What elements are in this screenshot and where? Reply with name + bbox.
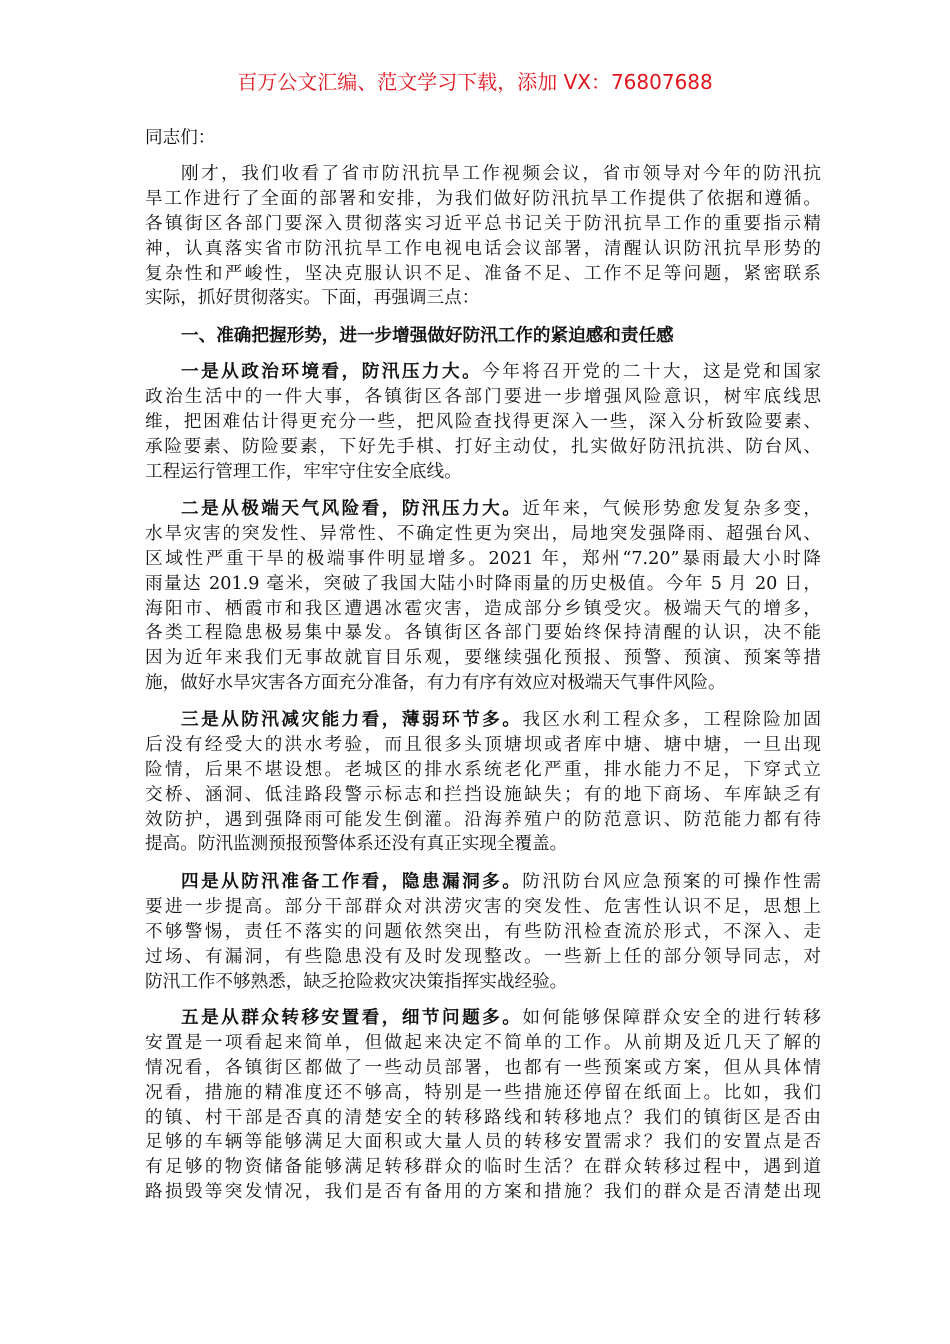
point-text: 施，做好水旱灾害各方面充分准备，有力有序有效应对极端天气事件风险。 <box>145 673 726 694</box>
text-line <box>145 410 821 435</box>
point-lead: 三是从防汛减灾能力看，薄弱环节多。 <box>181 709 523 730</box>
point-text: 的镇、村干部是否真的清楚安全的转移路线和转移地点？我们的镇街区是否由 <box>145 1107 821 1128</box>
point-text: 路损毁等突发情况，我们是否有备用的方案和措施？我们的群众是否清楚出现 <box>145 1182 821 1203</box>
text-line <box>145 1106 821 1131</box>
point-text: 有足够的物资储备能够满足转移群众的临时生活？在群众转移过程中，遇到道 <box>145 1157 821 1178</box>
point-text: 工程运行管理工作，牢牢守住安全底线。 <box>145 461 462 482</box>
text-line <box>145 1031 821 1056</box>
text-line <box>145 1006 821 1031</box>
point-paragraph-1 <box>145 360 821 484</box>
text-line <box>145 1155 821 1180</box>
section-heading <box>145 324 821 349</box>
point-text: 况看，措施的精准度还不够高，特别是一些措施还停留在纸面上。比如，我们 <box>145 1082 821 1103</box>
point-text: 提高。防汛监测预报预警体系还没有真正实现全覆盖。 <box>145 834 568 855</box>
text-line <box>145 808 821 833</box>
text-line <box>145 385 821 410</box>
heading-text <box>145 324 821 349</box>
point-text: 足够的车辆等能够满足大面积或大量人员的转移安置需求？我们的安置点是否 <box>145 1132 821 1153</box>
point-text: 防汛工作不够熟悉，缺乏抢险救灾决策指挥实战经验。 <box>145 971 568 992</box>
point-text: 如何能够保障群众安全的进行转移 <box>522 1008 821 1028</box>
text-line <box>145 646 821 671</box>
point-text: 情况看，各镇街区都做了一些动员部署，也都有一些预案或方案，但从具体情 <box>145 1057 821 1078</box>
point-lead: 二是从极端天气风险看，防汛压力大。 <box>181 498 523 519</box>
text-line <box>145 783 821 808</box>
heading-1: 一、准确把握形势，进一步增强做好防汛工作的紧迫感和责任感 <box>181 325 674 346</box>
point-paragraph-5 <box>145 1006 821 1205</box>
text-line: 各镇街区各部门要深入贯彻落实习近平总书记关于防汛抗旱工作的重要指示精 <box>145 213 821 234</box>
point-paragraph-2 <box>145 497 821 696</box>
text-line <box>145 1130 821 1155</box>
point-text: 水旱灾害的突发性、异常性、不确定性更为突出，局地突发强降雨、超强台风、 <box>145 523 821 544</box>
text-line <box>145 522 821 547</box>
text-line <box>145 460 821 485</box>
text-line <box>145 435 821 460</box>
point-text: 今年将召开党的二十大，这是党和国家 <box>482 362 821 382</box>
point-text: 海阳市、栖霞市和我区遭遇冰雹灾害，造成部分乡镇受灾。极端天气的增多， <box>145 598 821 619</box>
text-line <box>145 708 821 733</box>
point-text: 雨量达 201.9 毫米，突破了我国大陆小时降雨量的历史极值。今年 5 月 20 日， <box>145 573 821 594</box>
point-text: 各类工程隐患极易集中暴发。各镇街区各部门要始终保持清醒的认识，决不能 <box>145 623 821 644</box>
point-text: 因为近年来我们无事故就盲目乐观，要继续强化预报、预警、预演、预案等措 <box>145 648 821 669</box>
text-line: 旱工作进行了全面的部署和安排，为我们做好防汛抗旱工作提供了依据和遵循。 <box>145 188 821 209</box>
point-paragraph-3 <box>145 708 821 857</box>
text-line <box>145 621 821 646</box>
text-line: 复杂性和严峻性，坚决克服认识不足、准备不足、工作不足等问题，紧密联系 <box>145 263 821 284</box>
text-line <box>145 870 821 895</box>
text-line <box>145 497 821 522</box>
point-text: 后没有经受大的洪水考验，而且很多头顶塘坝或者库中塘、塘中塘，一旦出现 <box>145 734 821 755</box>
point-text: 维，把困难估计得更充分一些，把风险查找得更深入一些，深入分析致险要素、 <box>145 411 821 432</box>
text-line <box>145 597 821 622</box>
text-line <box>145 547 821 572</box>
text-line <box>145 832 821 857</box>
text-line <box>145 360 821 385</box>
text-line <box>145 970 821 995</box>
salutation-text: 同志们： <box>145 128 216 148</box>
salutation <box>145 126 821 151</box>
point-text: 不够警惕，责任不落实的问题依然突出，有些防汛检查流於形式，不深入、走 <box>145 921 821 942</box>
text-line: 实际，抓好贯彻落实。下面，再强调三点： <box>145 288 480 309</box>
text-line: 刚才，我们收看了省市防汛抗旱工作视频会议，省市领导对今年的防汛抗 <box>181 164 821 184</box>
point-text: 承险要素、防险要素，下好先手棋、打好主动仗，扎实做好防汛抗洪、防台风、 <box>145 436 821 457</box>
watermark-banner: 百万公文汇编、范文学习下载，添加 VX：76807688 <box>237 70 713 94</box>
point-text: 安置是一项看起来简单，但做起来决定不简单的工作。从前期及近几天了解的 <box>145 1032 821 1053</box>
point-lead: 四是从防汛准备工作看，隐患漏洞多。 <box>181 871 523 892</box>
point-paragraph-4 <box>145 870 821 994</box>
text-line <box>145 1056 821 1081</box>
point-text: 政治生活中的一件大事，各镇街区各部门要进一步增强风险意识，树牢底线思 <box>145 386 821 407</box>
point-text: 过场、有漏洞，有些隐患没有及时发现整改。一些新上任的部分领导同志，对 <box>145 946 821 967</box>
point-text: 交桥、涵洞、低洼路段警示标志和拦挡设施缺失；有的地下商场、车库缺乏有 <box>145 784 821 805</box>
point-text: 防汛防台风应急预案的可操作性需 <box>522 872 821 892</box>
text-line <box>145 945 821 970</box>
intro-paragraph <box>145 162 821 311</box>
text-line <box>145 1180 821 1205</box>
point-text: 险情，后果不堪设想。老城区的排水系统老化严重，排水能力不足，下穿式立 <box>145 759 821 780</box>
text-line: 神，认真落实省市防汛抗旱工作电视电话会议部署，清醒认识防汛抗旱形势的 <box>145 238 821 259</box>
point-text: 我区水利工程众多，工程除险加固 <box>522 710 821 730</box>
text-line <box>145 733 821 758</box>
point-text: 要进一步提高。部分干部群众对洪涝灾害的突发性、危害性认识不足，思想上 <box>145 896 821 917</box>
text-line <box>145 758 821 783</box>
point-text: 区域性严重干旱的极端事件明显增多。2021 年，郑州“7.20”暴雨最大小时降 <box>145 548 821 569</box>
text-line <box>145 895 821 920</box>
text-line <box>145 572 821 597</box>
point-text: 效防护，遇到强降雨可能发生倒灌。沿海养殖户的防范意识、防范能力都有待 <box>145 809 821 830</box>
text-line <box>145 920 821 945</box>
text-line <box>145 1081 821 1106</box>
text-line <box>145 671 821 696</box>
point-lead: 五是从群众转移安置看，细节问题多。 <box>181 1007 523 1028</box>
point-lead: 一是从政治环境看，防汛压力大。 <box>181 361 483 382</box>
point-text: 近年来，气候形势愈发复杂多变， <box>522 499 821 519</box>
